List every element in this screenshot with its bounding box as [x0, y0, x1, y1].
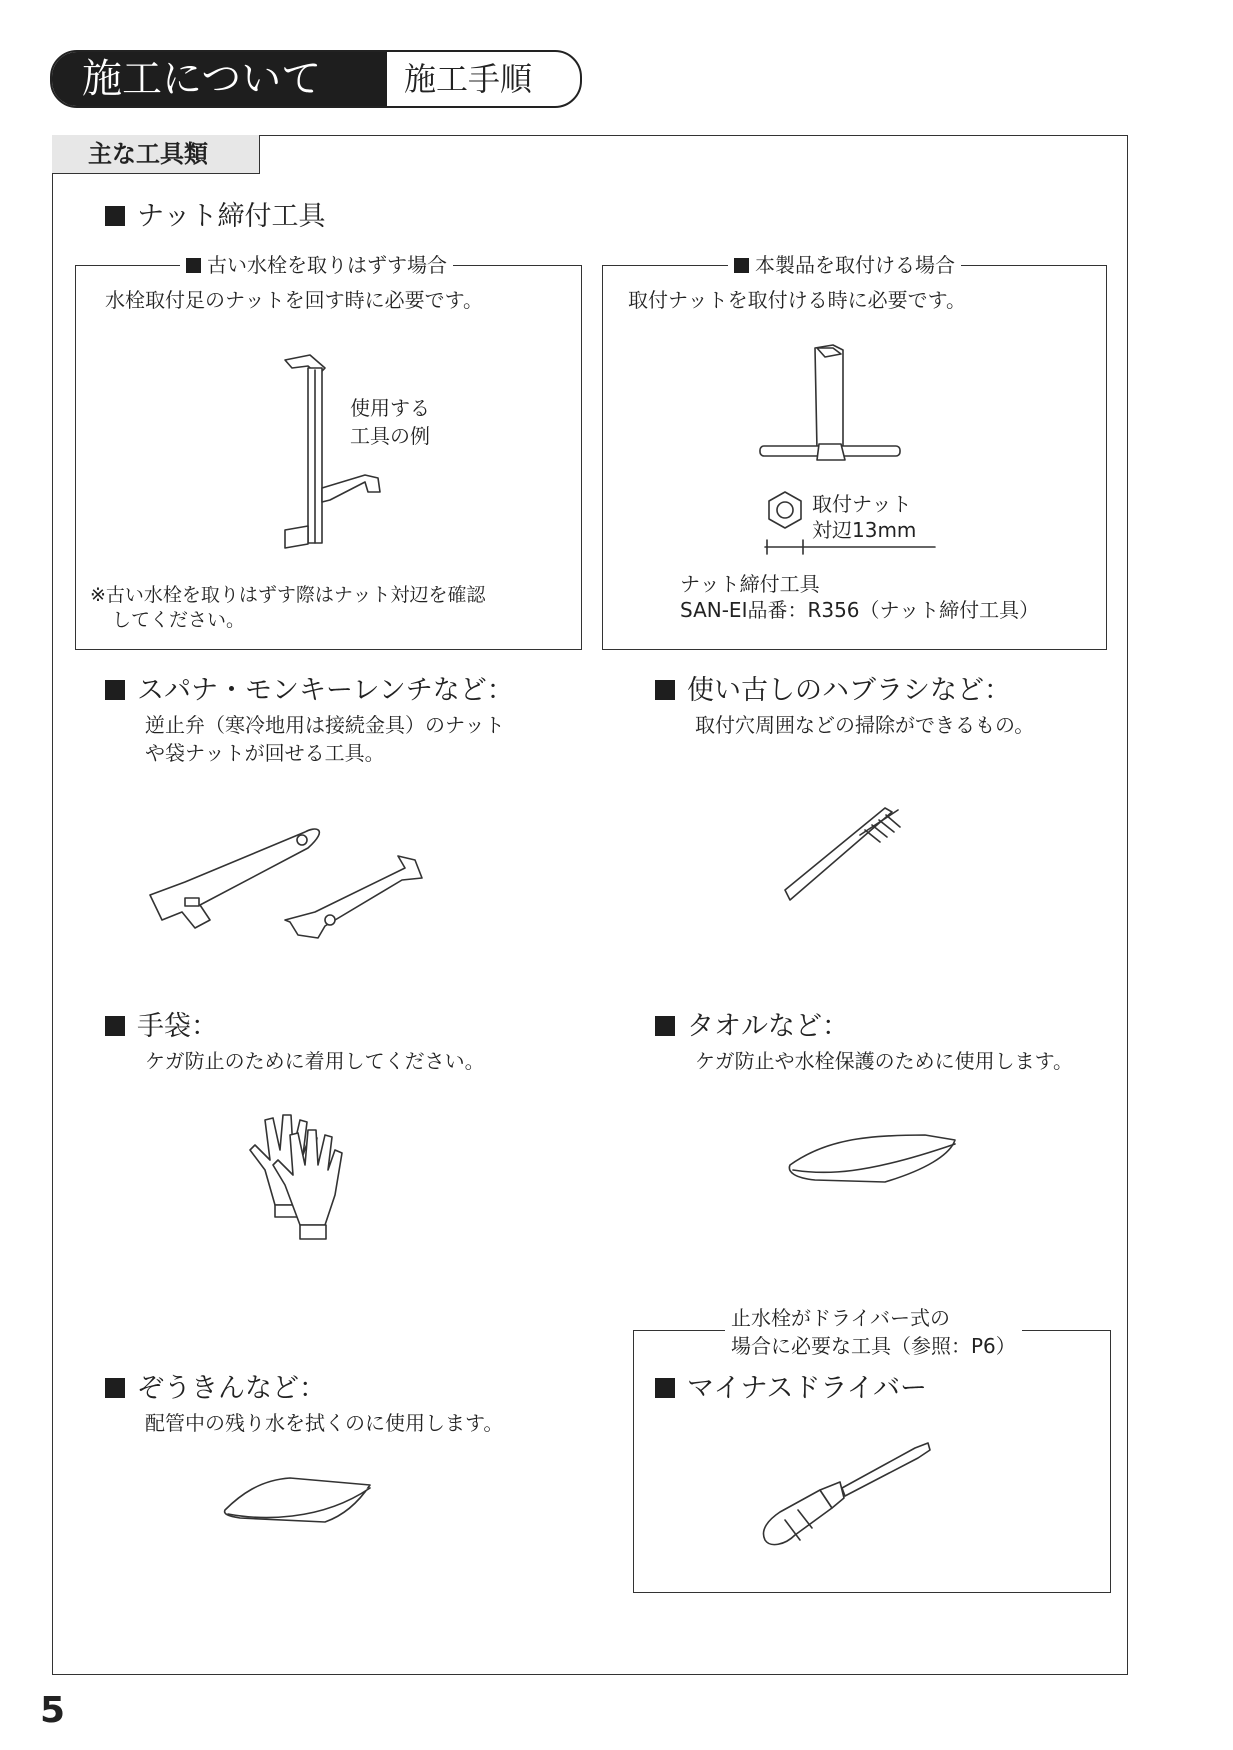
toothbrush-desc: 取付穴周囲などの掃除ができるもの。 — [695, 713, 1035, 737]
square-bullet-icon — [655, 1378, 675, 1398]
gloves-heading: 手袋： — [105, 1010, 218, 1044]
gloves-desc: ケガ防止のために着用してください。 — [145, 1049, 485, 1073]
old-faucet-note-2: してください。 — [112, 609, 246, 631]
nut-tool-name: ナット締付工具 — [680, 572, 820, 596]
nut-label-1: 取付ナット — [812, 492, 912, 516]
old-faucet-note-1: ※古い水栓を取りはずす際はナット対辺を確認 — [90, 584, 486, 606]
t-wrench-illustration — [755, 340, 905, 470]
driver-box-label: 止水栓がドライバー式の 場合に必要な工具（参照：P6） — [725, 1304, 1022, 1360]
square-bullet-icon — [105, 680, 125, 700]
spanner-desc-2: や袋ナットが回せる工具。 — [145, 741, 385, 765]
nut-tool-part-number: SAN-EI品番：R356（ナット締付工具） — [680, 598, 1040, 622]
square-bullet-icon — [655, 680, 675, 700]
nut-tool-heading: ナット締付工具 — [105, 200, 325, 234]
square-bullet-icon — [105, 1016, 125, 1036]
towel-desc: ケガ防止や水栓保護のために使用します。 — [695, 1049, 1073, 1073]
flathead-screwdriver-illustration — [760, 1440, 935, 1560]
spanner-desc-1: 逆止弁（寒冷地用は接続金具）のナット — [145, 713, 505, 737]
square-bullet-icon — [186, 258, 201, 273]
square-bullet-icon — [734, 258, 749, 273]
driver-heading: マイナスドライバー — [655, 1372, 927, 1406]
gloves-illustration — [245, 1110, 375, 1250]
toothbrush-illustration — [780, 800, 920, 910]
section-subtitle: 施工手順 — [404, 60, 533, 98]
hex-nut-icon — [765, 490, 805, 530]
tools-tab-label: 主な工具類 — [52, 135, 260, 174]
section-title: 施工について — [52, 52, 387, 106]
spanner-heading: スパナ・モンキーレンチなど： — [105, 674, 514, 708]
example-label-1: 使用する — [350, 396, 430, 420]
new-product-desc: 取付ナットを取付ける時に必要です。 — [628, 288, 966, 312]
square-bullet-icon — [105, 206, 125, 226]
rag-illustration — [220, 1470, 380, 1530]
example-label-2: 工具の例 — [350, 424, 430, 448]
towel-illustration — [785, 1130, 965, 1190]
toothbrush-heading: 使い古しのハブラシなど： — [655, 674, 1011, 708]
basin-wrench-illustration — [270, 350, 390, 565]
square-bullet-icon — [655, 1016, 675, 1036]
old-faucet-box-label: 古い水栓を取りはずす場合 — [180, 253, 453, 277]
old-faucet-desc: 水栓取付足のナットを回す時に必要です。 — [105, 288, 483, 312]
square-bullet-icon — [105, 1378, 125, 1398]
rag-heading: ぞうきんなど： — [105, 1372, 326, 1406]
towel-heading: タオルなど： — [655, 1010, 849, 1044]
nut-label-2: 対辺13mm — [812, 518, 917, 542]
new-product-box-label: 本製品を取付ける場合 — [728, 253, 961, 277]
rag-desc: 配管中の残り水を拭くのに使用します。 — [145, 1411, 504, 1435]
page-number: 5 — [40, 1690, 66, 1731]
wrench-illustration — [140, 820, 430, 950]
section-header — [50, 50, 582, 108]
